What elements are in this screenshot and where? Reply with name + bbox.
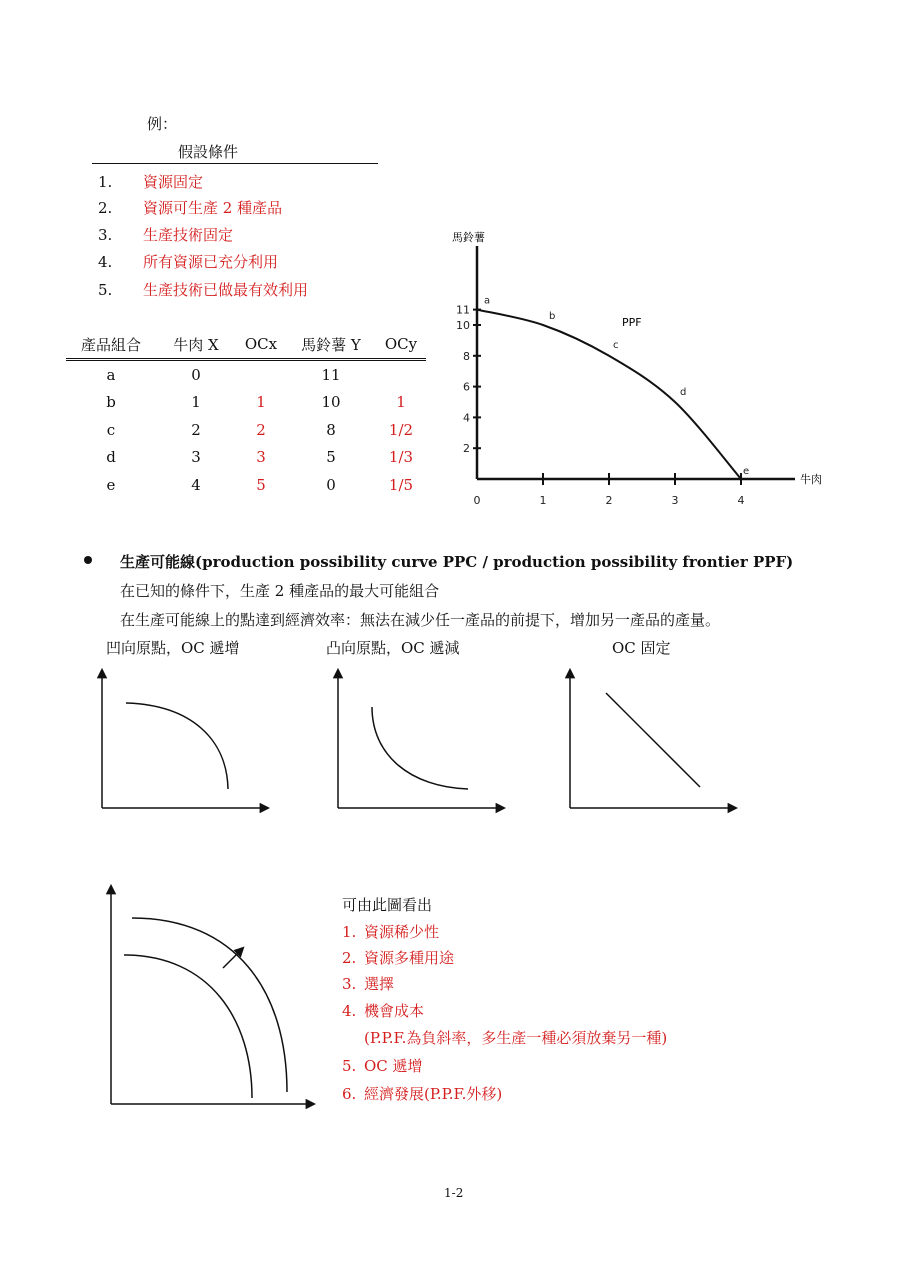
table-cell: d bbox=[106, 448, 116, 467]
insights-title: 可由此圖看出 bbox=[342, 896, 433, 914]
bullet-icon bbox=[84, 556, 92, 564]
ppf-curve bbox=[477, 310, 741, 479]
page-number: 1-2 bbox=[444, 1186, 464, 1200]
table-cell: b bbox=[106, 393, 116, 412]
linear-diagram bbox=[560, 665, 745, 820]
y-tick-label: 2 bbox=[463, 442, 470, 456]
y-tick-label: 8 bbox=[463, 349, 470, 363]
curve-label: PPF bbox=[622, 316, 642, 329]
table-header: OCx bbox=[236, 330, 286, 360]
y-axis-label: 馬鈴薯 bbox=[452, 231, 485, 244]
ppc-heading-cn: 生產可能線 bbox=[120, 553, 196, 571]
table-cell: e bbox=[106, 475, 116, 494]
table-cell: 3 bbox=[191, 448, 201, 467]
concave-curve bbox=[126, 703, 228, 789]
table-header-row bbox=[66, 330, 426, 360]
table-cell: 4 bbox=[191, 475, 201, 494]
insight-item: 6. 經濟發展(P.P.F.外移) bbox=[342, 1085, 503, 1103]
insight-item: 4. 機會成本 bbox=[342, 1002, 425, 1020]
table-cell: 10 bbox=[321, 393, 341, 412]
insight-item: 2. 資源多種用途 bbox=[342, 949, 455, 967]
table-row bbox=[66, 444, 426, 472]
table-cell: 8 bbox=[326, 420, 336, 439]
concave-diagram bbox=[92, 665, 277, 820]
table-cell: 2 bbox=[256, 420, 266, 439]
ppc-efficiency: 在生產可能線上的點達到經濟效率：無法在減少任一產品的前提下，增加另一產品的產量。 bbox=[120, 611, 721, 629]
assumption-item: 1. 資源固定 bbox=[98, 173, 204, 191]
table-header: 馬鈴薯 Y bbox=[286, 330, 376, 360]
assumptions-divider bbox=[92, 163, 378, 164]
table-cell: 3 bbox=[256, 448, 266, 467]
assumption-item: 4. 所有資源已充分利用 bbox=[98, 253, 279, 271]
assumption-item: 2. 資源可生產 2 種產品 bbox=[98, 199, 283, 217]
table-cell: 2 bbox=[191, 420, 201, 439]
production-table bbox=[66, 330, 426, 499]
table-cell: 1/3 bbox=[388, 448, 414, 467]
insight-item-note: (P.P.F.為負斜率，多生產一種必須放棄另一種) bbox=[364, 1029, 668, 1047]
x-tick-label: 4 bbox=[737, 494, 745, 507]
table-cell: 0 bbox=[191, 365, 201, 384]
y-tick-label: 6 bbox=[463, 380, 470, 394]
table-header: 產品組合 bbox=[66, 330, 156, 360]
x-tick-label: 0 bbox=[473, 494, 481, 507]
ppf-chart bbox=[440, 220, 840, 520]
table-cell: 1/2 bbox=[388, 420, 414, 439]
point-label: e bbox=[743, 466, 750, 477]
insight-item: 3. 選擇 bbox=[342, 975, 395, 993]
shape-label-concave: 凹向原點，OC 遞增 bbox=[106, 639, 240, 657]
x-tick-label: 1 bbox=[539, 494, 547, 507]
table-row bbox=[66, 416, 426, 444]
table-cell bbox=[376, 360, 426, 389]
point-label: b bbox=[549, 311, 556, 322]
y-tick-label: 4 bbox=[463, 411, 470, 425]
table-cell bbox=[236, 360, 286, 389]
table-cell: 0 bbox=[326, 475, 336, 494]
table-cell: 5 bbox=[326, 448, 336, 467]
table-cell: 1 bbox=[256, 393, 266, 412]
table-cell: a bbox=[106, 365, 116, 384]
table-row bbox=[66, 471, 426, 499]
x-tick-label: 3 bbox=[671, 494, 679, 507]
convex-diagram bbox=[328, 665, 513, 820]
table-cell: 1 bbox=[191, 393, 201, 412]
table-cell: 5 bbox=[256, 475, 266, 494]
x-axis-label: 牛肉 bbox=[800, 473, 822, 486]
insight-item: 1. 資源稀少性 bbox=[342, 923, 440, 941]
ppf-shift-diagram bbox=[100, 880, 325, 1115]
table-cell: c bbox=[106, 420, 116, 439]
y-tick-label: 11 bbox=[456, 303, 470, 317]
ppf-inner-curve bbox=[124, 955, 252, 1098]
table-row bbox=[66, 360, 426, 389]
convex-curve bbox=[372, 707, 468, 789]
table-row bbox=[66, 389, 426, 417]
y-tick-label: 10 bbox=[456, 319, 470, 332]
table-cell: 1/5 bbox=[388, 475, 414, 494]
table-cell: 1 bbox=[396, 393, 406, 412]
ppc-heading bbox=[120, 551, 793, 572]
ppc-heading-en: (production possibility curve PPC / production possibility frontier PPF) bbox=[195, 553, 794, 571]
assumptions-title: 假設條件 bbox=[178, 143, 239, 161]
table-cell: 11 bbox=[321, 365, 341, 384]
assumption-item: 3. 生產技術固定 bbox=[98, 226, 234, 244]
table-header: 牛肉 X bbox=[156, 330, 236, 360]
x-tick-label: 2 bbox=[605, 494, 613, 507]
example-label: 例： bbox=[147, 115, 178, 133]
assumption-item: 5. 生產技術已做最有效利用 bbox=[98, 281, 309, 299]
ppc-definition: 在已知的條件下，生產 2 種產品的最大可能組合 bbox=[120, 582, 440, 600]
point-label: d bbox=[680, 387, 687, 398]
ppf-outer-curve bbox=[132, 918, 287, 1092]
table-header: OCy bbox=[376, 330, 426, 360]
shape-label-convex: 凸向原點，OC 遞減 bbox=[326, 639, 460, 657]
insight-item: 5. OC 遞增 bbox=[342, 1057, 423, 1075]
shape-label-linear: OC 固定 bbox=[612, 639, 671, 657]
point-label: a bbox=[484, 295, 491, 307]
point-label: c bbox=[613, 339, 619, 351]
linear-curve bbox=[606, 693, 700, 787]
